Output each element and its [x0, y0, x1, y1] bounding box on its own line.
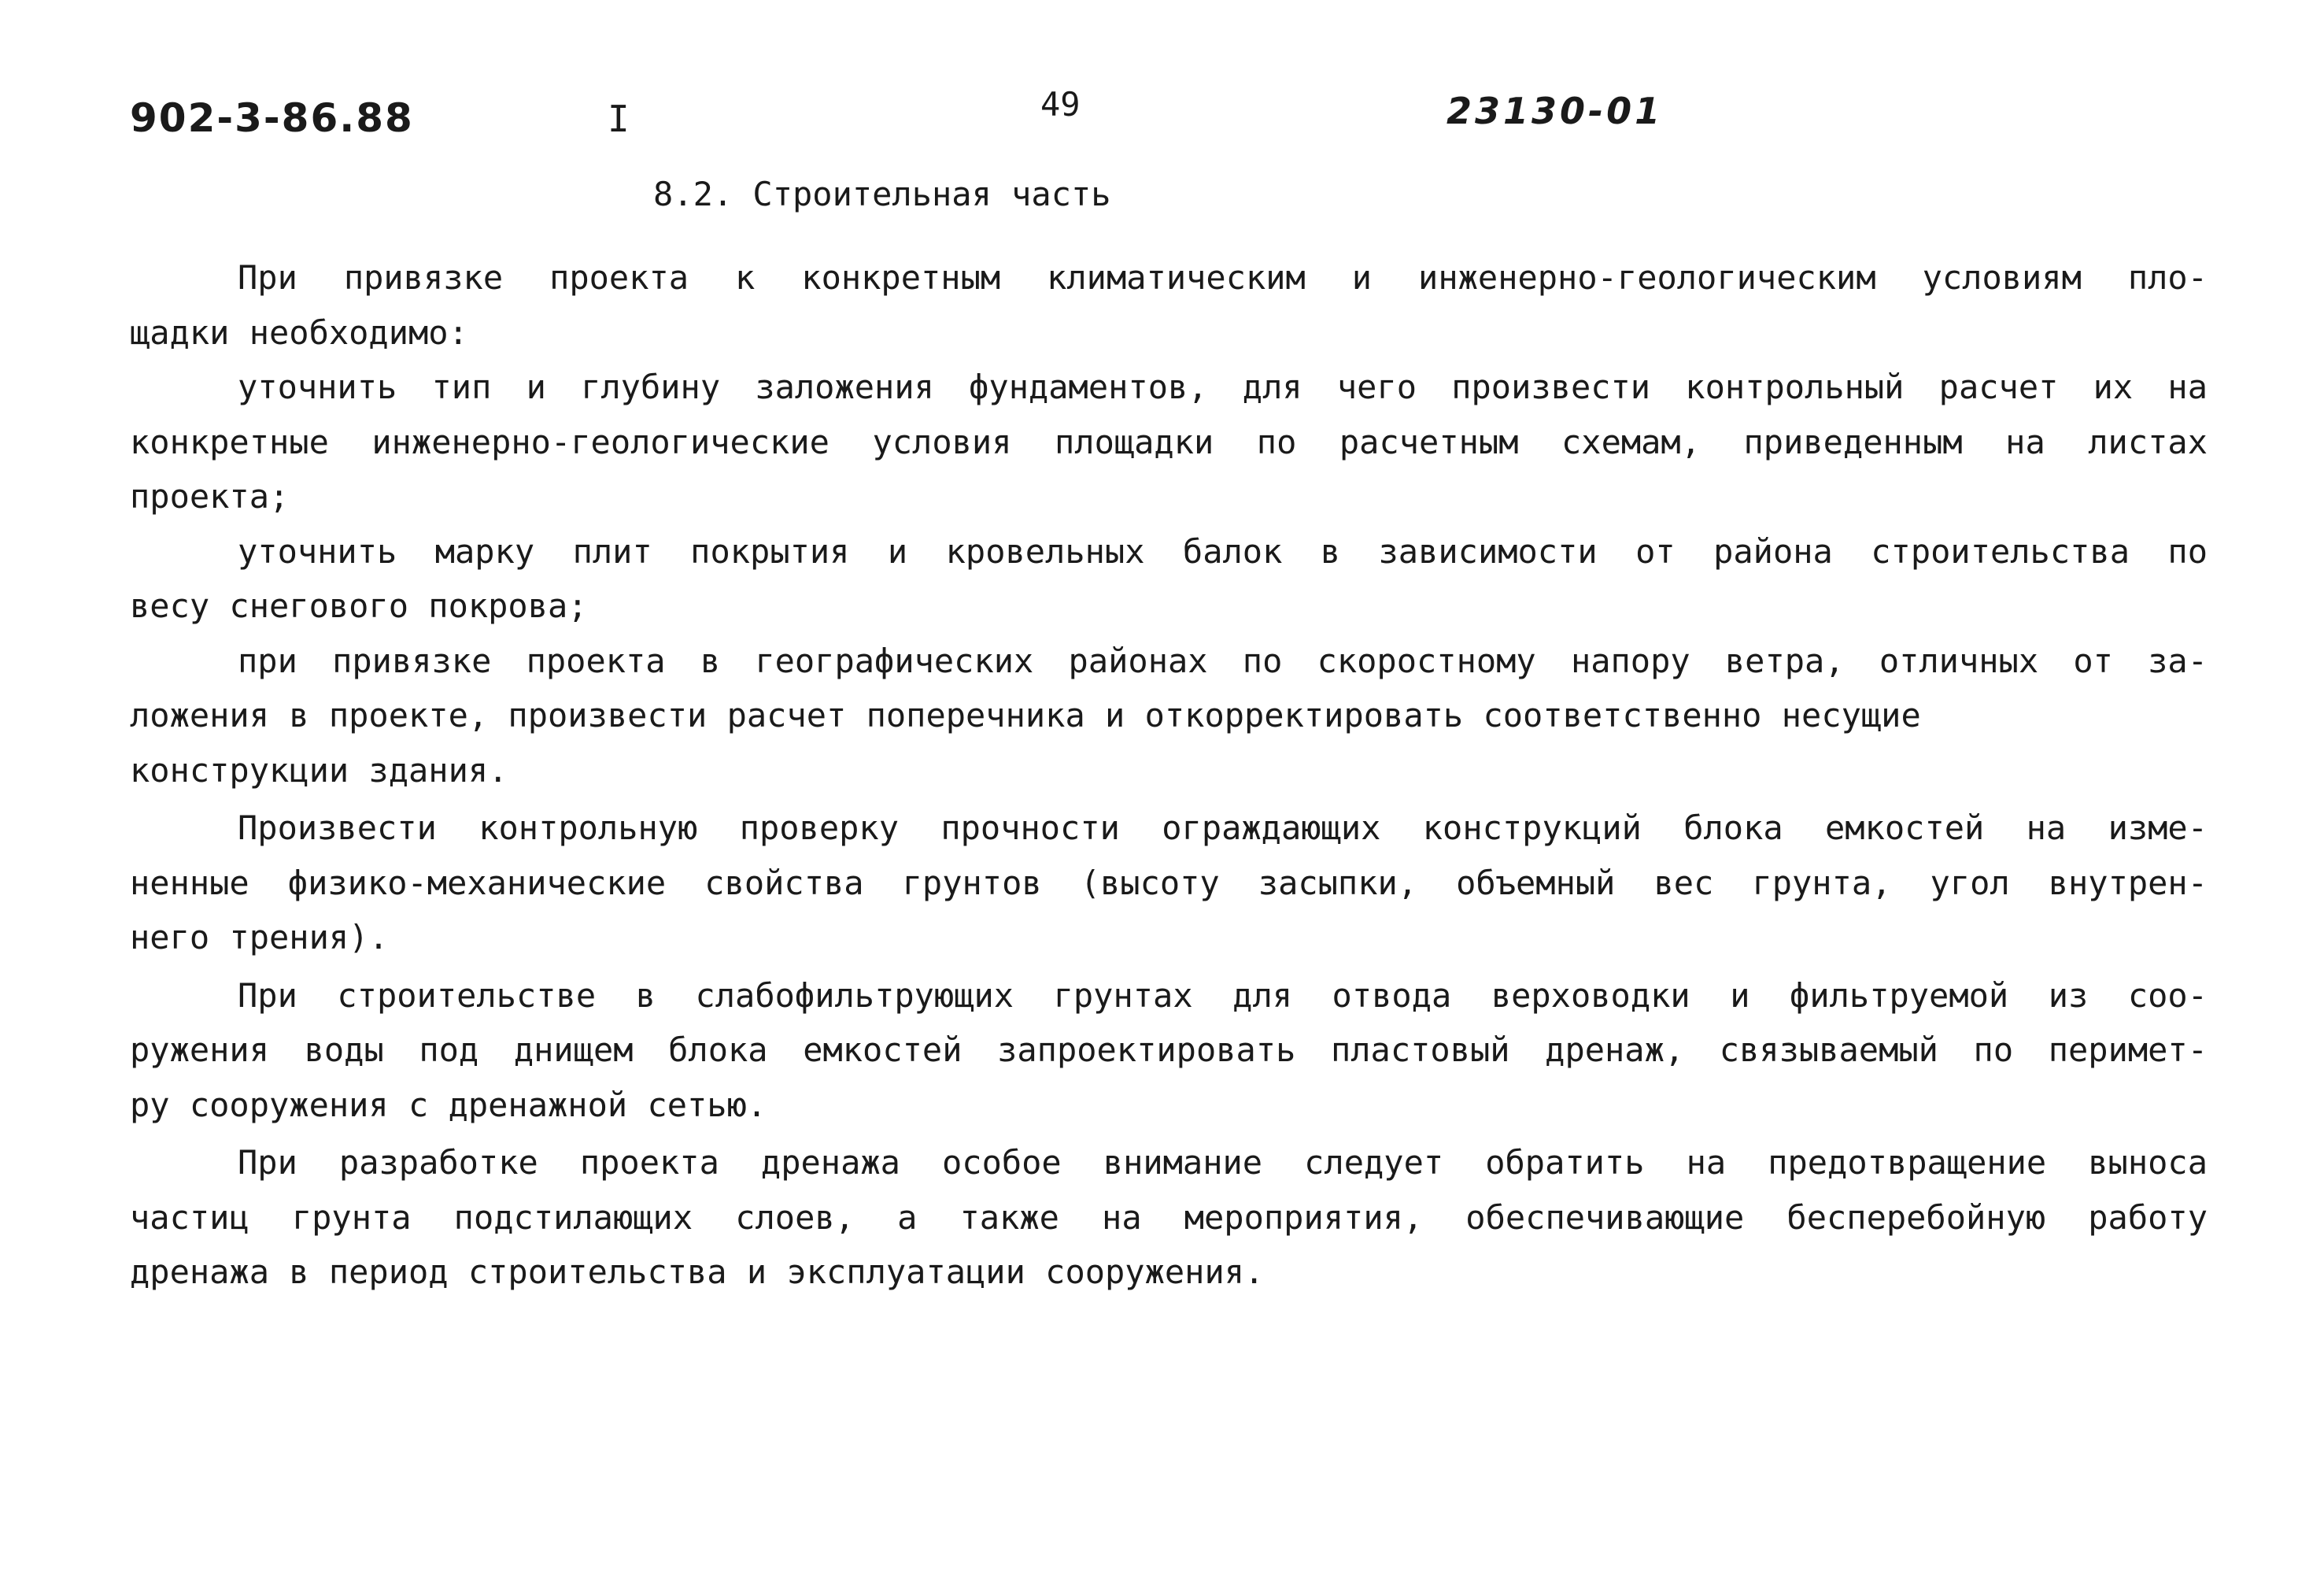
text-line: щадки необходимо:	[130, 313, 468, 352]
text-line: уточнить марку плит покрытия и кровельных балок в зависимости от района строительства по	[238, 531, 2208, 571]
text-line: ненные физико-механические свойства грунтов (высоту засыпки, объемный вес грунта, угол внутрен-	[130, 863, 2208, 902]
text-line: дренажа в период строительства и эксплуатации сооружения.	[130, 1253, 1265, 1291]
text-line: ру сооружения с дренажной сетью.	[130, 1085, 767, 1124]
paragraph-strength-check	[130, 801, 2208, 965]
paragraph-drainage	[130, 968, 2208, 1133]
text-line: При разработке проекта дренажа особое внимание следует обратить на предотвращение выноса	[238, 1143, 2208, 1182]
document-code: 902-3-86.88	[130, 95, 414, 141]
paragraph-roof-slabs	[130, 524, 2208, 634]
text-line: весу снегового покрова;	[130, 586, 588, 625]
text-line: проекта;	[130, 477, 290, 516]
text-line: уточнить тип и глубину заложения фундаментов, для чего произвести контрольный расчет их на	[238, 368, 2208, 406]
page-number: 49	[1040, 85, 1081, 124]
paragraph-site-binding	[130, 250, 2208, 360]
text-line: ружения воды под днищем блока емкостей запроектировать пластовый дренаж, связываемый по перимет-	[130, 1031, 2208, 1069]
text-line: При привязке проекта к конкретным климатическим и инженерно-геологическим условиям пло-	[238, 258, 2208, 297]
body-text	[130, 250, 2208, 1300]
text-line: него трения).	[130, 918, 389, 957]
text-line: конструкции здания.	[130, 750, 508, 790]
paragraph-foundations	[130, 360, 2208, 524]
text-line: конкретные инженерно-геологические условия площадки по расчетным схемам, приведенным на листах	[130, 422, 2208, 461]
text-line: ложения в проекте, произвести расчет поперечника и откорректировать соответственно несущие	[130, 696, 1921, 734]
paragraph-wind-load	[130, 634, 2208, 798]
section-title: 8.2. Строительная часть	[653, 175, 1111, 213]
text-line: Произвести контрольную проверку прочности ограждающих конструкций блока емкостей на изме-	[238, 809, 2208, 847]
text-line: частиц грунта подстилающих слоев, а также на мероприятия, обеспечивающие бесперебойную работу	[130, 1197, 2208, 1237]
paragraph-drainage-design	[130, 1135, 2208, 1300]
text-line: при привязке проекта в географических районах по скоростному напору ветра, отличных от за-	[238, 641, 2208, 680]
inventory-number: 23130-01	[1446, 90, 1664, 132]
text-line: При строительстве в слабофильтрующих грунтах для отвода верховодки и фильтруемой из соо-	[238, 975, 2208, 1015]
part-number: I	[608, 98, 630, 140]
